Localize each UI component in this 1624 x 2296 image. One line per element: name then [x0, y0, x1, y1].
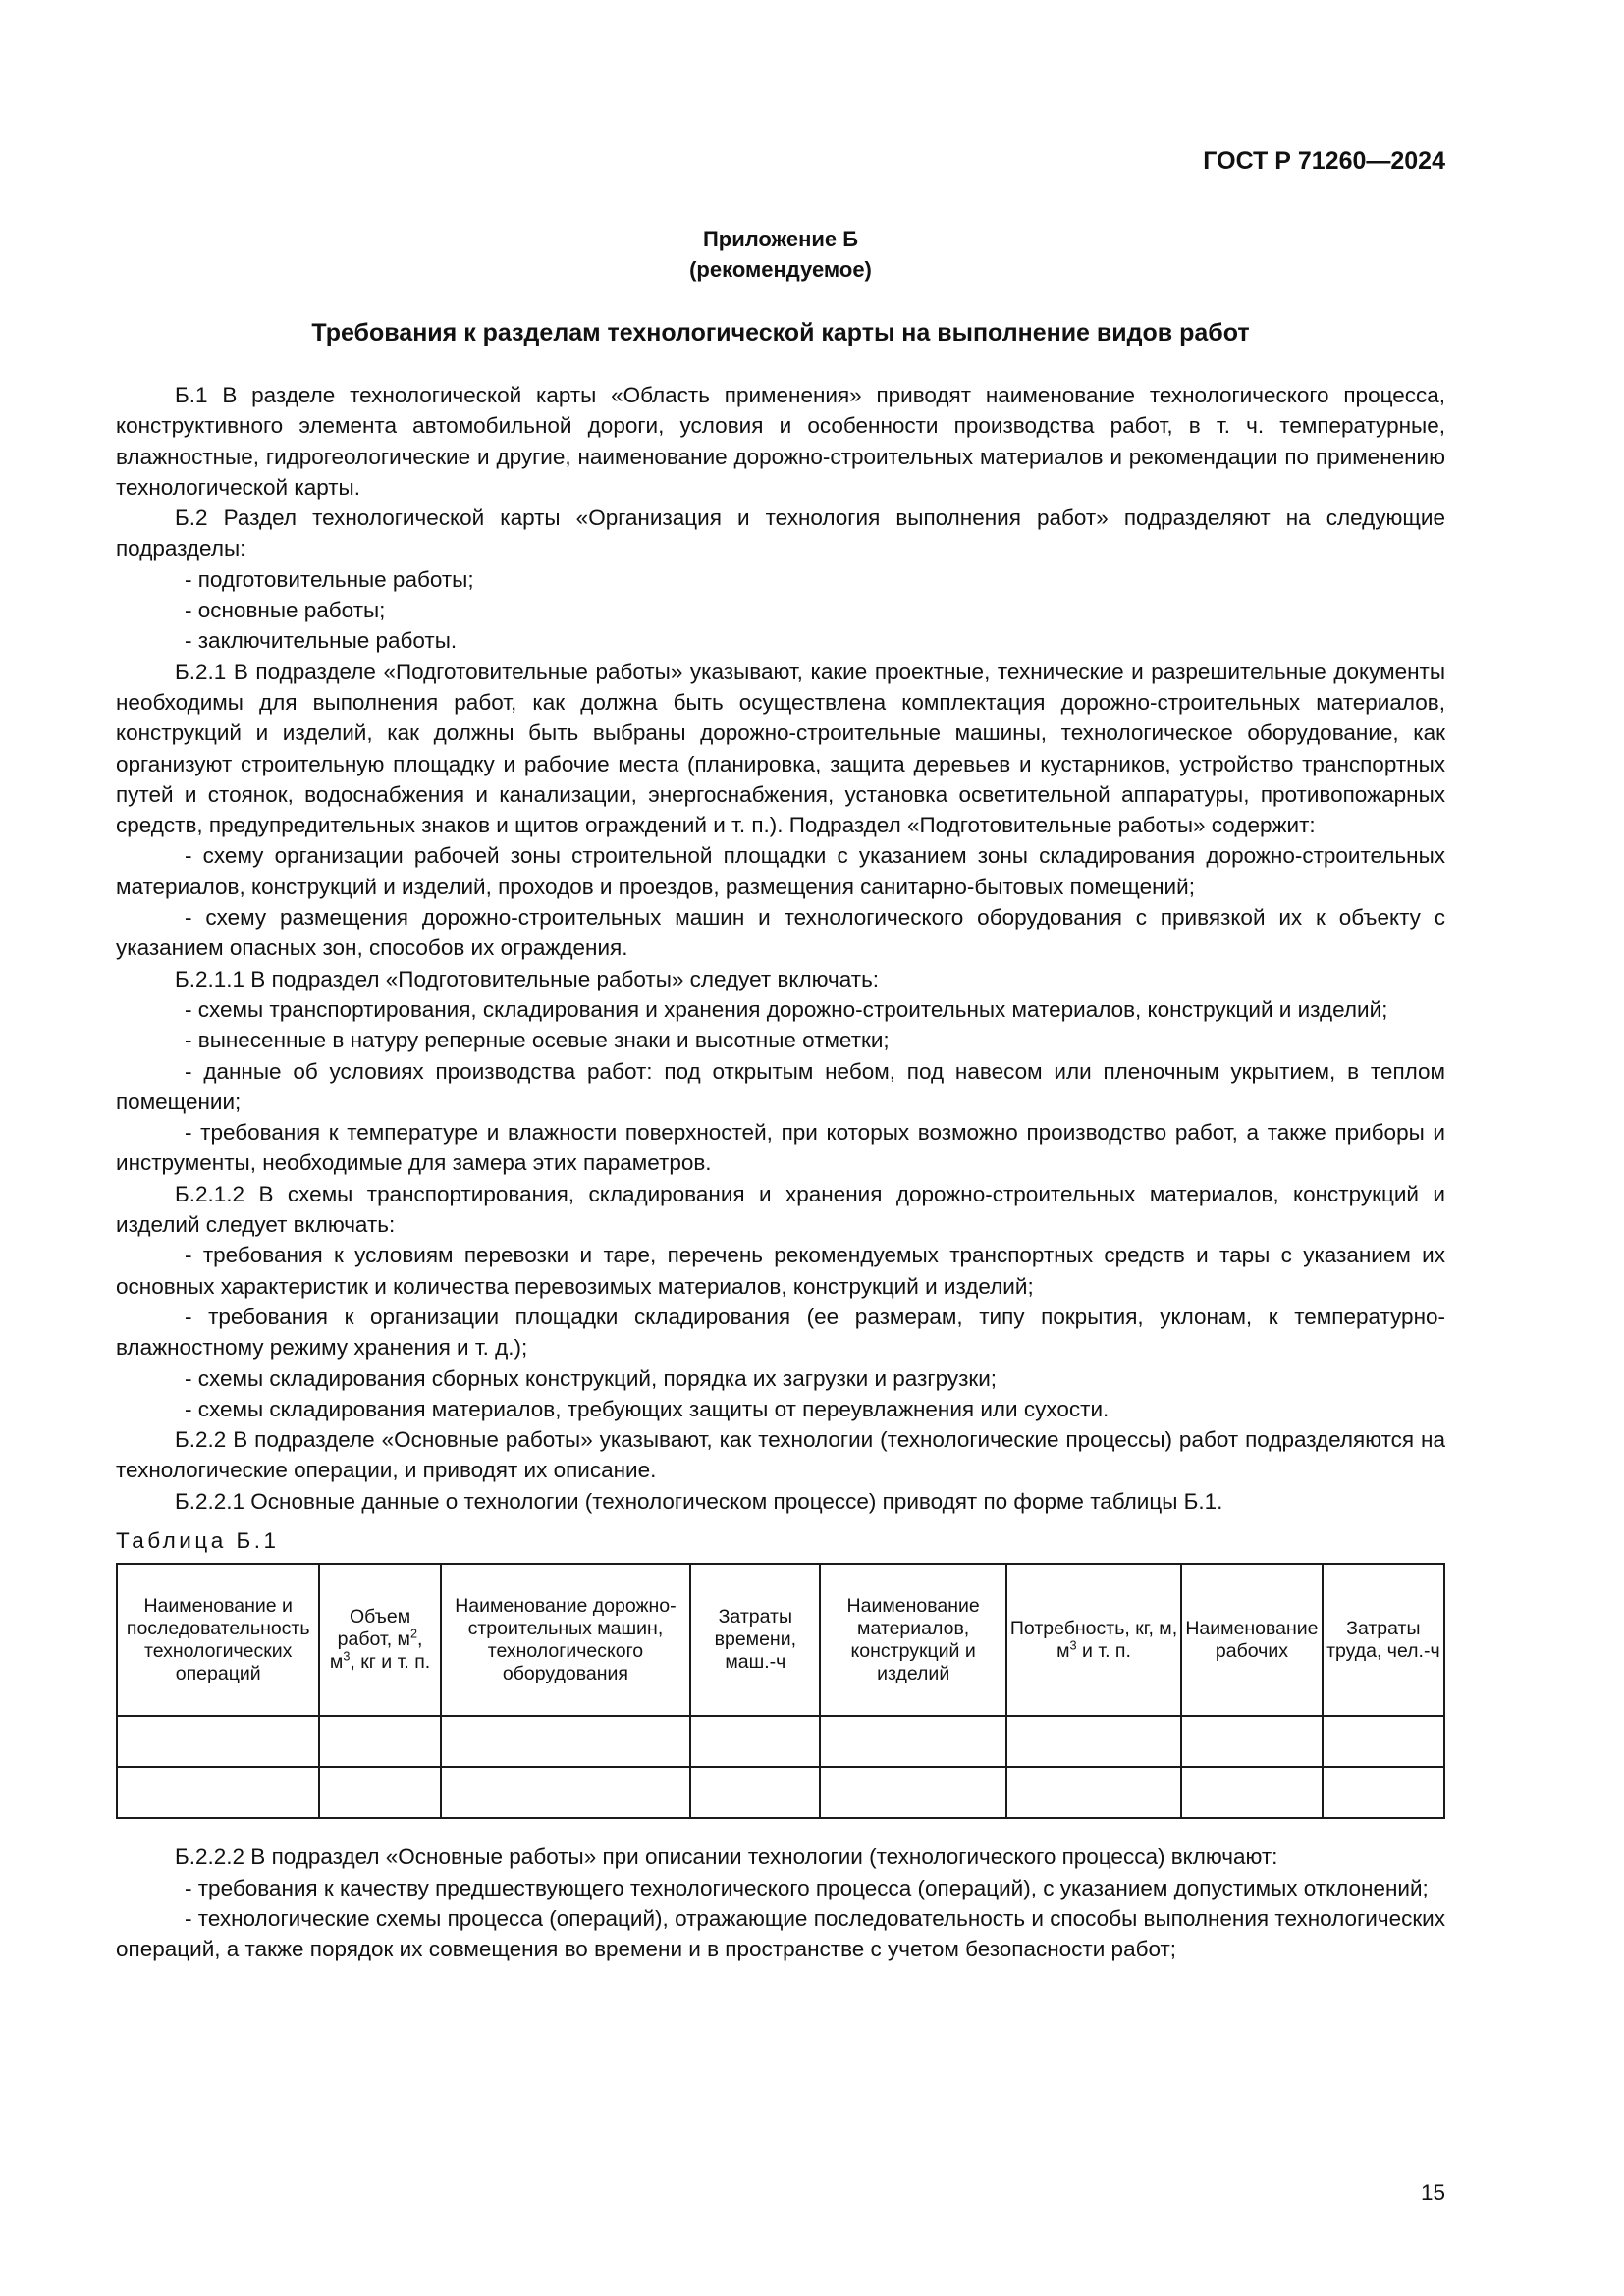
table-cell: [1006, 1716, 1181, 1767]
document-code: ГОСТ Р 71260—2024: [1203, 147, 1445, 175]
list-item: - требования к организации площадки складирования (ее размерам, типу покрытия, уклонам, к температурно-влажностному режиму хранения и т. д.);: [116, 1304, 1445, 1361]
paragraph-b222: Б.2.2.2 В подраздел «Основные работы» при описании технологии (технологического процесса) включают:: [175, 1844, 1278, 1870]
paragraph-b2: Б.2 Раздел технологической карты «Организация и технология выполнения работ» подразделяют на следующие подразделы:: [116, 506, 1445, 561]
table-cell: [319, 1767, 440, 1818]
header-labor: Затраты труда, чел.-ч: [1323, 1564, 1444, 1716]
table-cell: [690, 1767, 820, 1818]
list-item: - основные работы;: [185, 598, 386, 623]
paragraph-b21: Б.2.1 В подразделе «Подготовительные работы» указывают, какие проектные, технические и разрешительные документы необходимы для выполнения работ, как должна быть осуществлена комплектация дорожно-строительных материалов, конструкций и изделий, как должны быть выбраны дорожно-строительные машины, технологическое оборудование, как организуют строительную площадку и рабочие места (планировка, защита деревьев и кустарников, устройство транспортных путей и стоянок, водоснабжения и канализации, энергоснабжения, установка осветительной аппаратуры, противопожарных средств, предупредительных знаков и щитов ограждений и т. п.). Подраздел «Подготовительные работы» содержит:: [116, 659, 1445, 838]
paragraph-b221: Б.2.2.1 Основные данные о технологии (технологическом процессе) приводят по форме таблицы Б.1.: [175, 1488, 1223, 1514]
list-item: - схемы складирования сборных конструкций, порядка их загрузки и разгрузки;: [185, 1365, 998, 1391]
list-item: - схему организации рабочей зоны строительной площадки с указанием зоны складирования дорожно-строительных материалов, конструкций и изделий, проходов и проездов, размещения санитарно-бытовых помещений;: [116, 843, 1445, 899]
list-item: - схемы складирования материалов, требующих защиты от переувлажнения или сухости.: [185, 1396, 1110, 1421]
table-cell: [1181, 1767, 1322, 1818]
table-cell: [1181, 1716, 1322, 1767]
page-number: 15: [1420, 2180, 1445, 2205]
table-cell: [820, 1767, 1005, 1818]
table-caption: Таблица Б.1: [116, 1527, 280, 1553]
header-volume: Объем работ, $м^2$, $м^3$, кг и т. п.: [319, 1564, 440, 1716]
annex-heading: [116, 224, 1445, 285]
table-cell: [1323, 1767, 1444, 1818]
list-item: - заключительные работы.: [185, 628, 458, 654]
list-item: - требования к температуре и влажности поверхностей, при которых возможно производство работ, а также приборы и инструменты, необходимые для замера этих параметров.: [116, 1120, 1445, 1176]
table-cell: [441, 1767, 691, 1818]
table-header-row: [117, 1564, 1444, 1716]
header-workers: Наименование рабочих: [1181, 1564, 1322, 1716]
section-title: Требования к разделам технологической карты на выполнение видов работ: [311, 319, 1250, 347]
list-item: - вынесенные в натуру реперные осевые знаки и высотные отметки;: [185, 1028, 890, 1053]
header-demand: Потребность, кг, м, $м^3$ и т. п.: [1006, 1564, 1181, 1716]
header-materials: Наименование материалов, конструкций и изделий: [820, 1564, 1005, 1716]
table-cell: [1323, 1716, 1444, 1767]
table-cell: [1006, 1767, 1181, 1818]
annex-status: (рекомендуемое): [689, 257, 872, 282]
table-cell: [117, 1716, 319, 1767]
table-b1: [116, 1563, 1445, 1819]
table-row: [117, 1716, 1444, 1767]
table-row: [117, 1767, 1444, 1818]
list-item: - данные об условиях производства работ: под открытым небом, под навесом или пленочным укрытием, в теплом помещении;: [116, 1058, 1445, 1114]
paragraph-b22: Б.2.2 В подразделе «Основные работы» указывают, как технологии (технологические процессы) работ подразделяются на технологические операции, и приводят их описание.: [116, 1427, 1445, 1483]
paragraph-b211: Б.2.1.1 В подраздел «Подготовительные работы» следует включать:: [175, 966, 880, 991]
list-item: - технологические схемы процесса (операций), отражающие последовательность и способы выполнения технологических операций, а также порядок их совмещения во времени и в пространстве с учетом безопасности работ;: [116, 1905, 1445, 1962]
table-cell: [441, 1716, 691, 1767]
list-item: - требования к условиям перевозки и таре, перечень рекомендуемых транспортных средств и тары с указанием их основных характеристик и количества перевозимых материалов, конструкций и изделий;: [116, 1243, 1445, 1299]
annex-title: Приложение Б: [702, 227, 859, 251]
list-item: - подготовительные работы;: [185, 566, 474, 592]
list-item: - схемы транспортирования, складирования и хранения дорожно-строительных материалов, конструкций и изделий;: [185, 996, 1388, 1022]
table-cell: [690, 1716, 820, 1767]
table-cell: [820, 1716, 1005, 1767]
list-item: - схему размещения дорожно-строительных машин и технологического оборудования с привязкой их к объекту с указанием опасных зон, способов их ограждения.: [116, 905, 1445, 961]
table-cell: [117, 1767, 319, 1818]
table-cell: [319, 1716, 440, 1767]
header-machines: Наименование дорожно-строительных машин, технологического оборудования: [441, 1564, 691, 1716]
list-item: - требования к качеству предшествующего технологического процесса (операций), с указанием допустимых отклонений;: [185, 1875, 1429, 1900]
header-operations: Наименование и последовательность технологических операций: [117, 1564, 319, 1716]
document-body: [116, 380, 1445, 1964]
header-machine-time: Затраты времени, маш.-ч: [690, 1564, 820, 1716]
paragraph-b1: Б.1 В разделе технологической карты «Область применения» приводят наименование технологического процесса, конструктивного элемента автомобильной дороги, условия и особенности производства работ, в т. ч. температурные, влажностные, гидрогеологические и другие, наименование дорожно-строительных материалов и рекомендации по применению технологической карты.: [116, 383, 1445, 500]
paragraph-b212: Б.2.1.2 В схемы транспортирования, складирования и хранения дорожно-строительных материалов, конструкций и изделий следует включать:: [116, 1181, 1445, 1238]
